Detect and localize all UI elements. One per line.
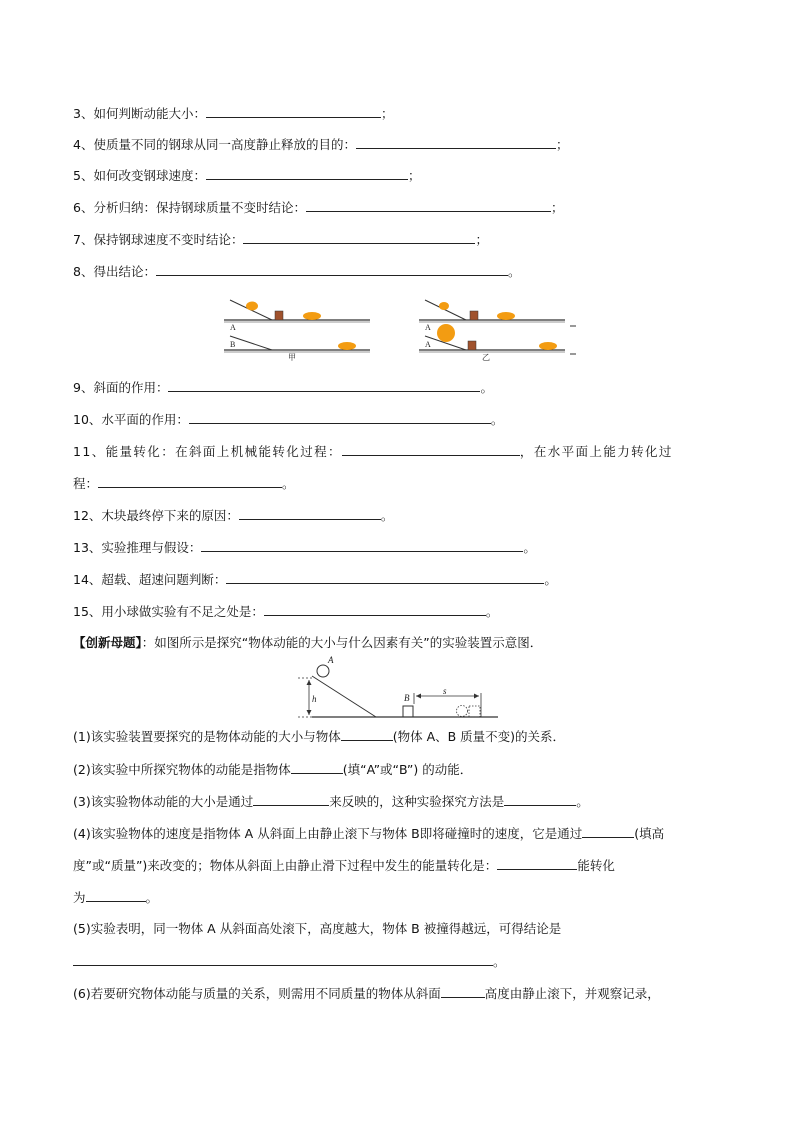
answer-blank[interactable] <box>98 474 282 488</box>
subquestion-1-text-end: (物体 A、B 质量不变)的关系． <box>392 729 566 744</box>
question-11-text-c: 程： <box>73 476 99 491</box>
question-4 <box>73 135 568 154</box>
question-7 <box>73 230 488 249</box>
car-icon <box>539 342 557 350</box>
answer-blank[interactable] <box>201 538 523 552</box>
question-8 <box>73 262 520 281</box>
answer-blank[interactable] <box>206 104 381 118</box>
figure-jia-bottom <box>224 336 370 362</box>
subquestion-4 <box>73 824 664 843</box>
subquestion-4-text-e: 为 <box>73 890 86 905</box>
answer-blank[interactable] <box>306 198 551 212</box>
answer-blank[interactable] <box>253 792 329 806</box>
answer-blank[interactable] <box>341 727 393 741</box>
question-15 <box>73 602 498 621</box>
subquestion-5-text: (5)实验表明，同一物体 A 从斜面高处滚下，高度越大，物体 B 被撞得越远，可得结论是 <box>73 921 562 936</box>
answer-blank[interactable] <box>206 166 408 180</box>
answer-blank[interactable] <box>441 984 485 998</box>
answer-blank[interactable] <box>86 888 146 902</box>
figure-incline-apparatus <box>290 656 505 722</box>
block-icon <box>275 311 283 320</box>
subquestion-1-text: (1)该实验装置要探究的是物体动能的大小与物体 <box>73 729 341 744</box>
question-12-text: 12、木块最终停下来的原因： <box>73 508 239 523</box>
punctuation: ； <box>550 200 564 215</box>
car-icon <box>338 342 356 350</box>
question-10-text: 10、水平面的作用： <box>73 412 189 427</box>
block-icon <box>468 341 476 350</box>
answer-blank[interactable] <box>497 856 577 870</box>
block-icon <box>470 311 478 320</box>
subquestion-2 <box>73 760 472 779</box>
question-6 <box>73 198 563 217</box>
figure-yi-bottom <box>419 324 576 362</box>
label-a: A <box>328 656 334 665</box>
label-b: B <box>404 693 410 703</box>
subquestion-4-text-c: 度”或“质量”)来改变的；物体从斜面上由静止滑下过程中发生的能量转化是： <box>73 858 498 873</box>
ball-icon <box>439 302 449 310</box>
punctuation: ， <box>519 444 534 459</box>
question-5-text: 5、如何改变钢球速度： <box>73 168 206 183</box>
subquestion-3 <box>73 792 589 811</box>
question-4-text: 4、使质量不同的钢球从同一高度静止释放的目的： <box>73 137 356 152</box>
car-icon <box>303 312 321 320</box>
answer-blank[interactable] <box>264 602 486 616</box>
ball-icon <box>246 302 258 311</box>
question-7-text: 7、保持钢球速度不变时结论： <box>73 232 244 247</box>
answer-blank[interactable] <box>226 570 544 584</box>
caption-yi: 乙 <box>482 353 490 362</box>
answer-blank[interactable] <box>291 760 343 774</box>
answer-blank[interactable] <box>504 792 576 806</box>
answer-blank[interactable] <box>239 506 381 520</box>
innovation-intro: ：如图所示是探究“物体动能的大小与什么因素有关”的实验装置示意图． <box>141 635 543 650</box>
punctuation: 。 <box>493 954 506 969</box>
answer-blank[interactable] <box>342 442 520 456</box>
subquestion-3-text: (3)该实验物体动能的大小是通过 <box>73 794 254 809</box>
question-13-text: 13、实验推理与假设： <box>73 540 202 555</box>
punctuation: 。 <box>282 476 295 491</box>
label-h: h <box>312 694 317 704</box>
punctuation: 。 <box>380 508 394 523</box>
subquestion-6-text-end: 高度由静止滚下，并观察记录， <box>484 986 660 1001</box>
answer-blank[interactable] <box>189 410 491 424</box>
question-6-text: 6、分析归纳：保持钢球质量不变时结论： <box>73 200 306 215</box>
label-a: A <box>425 340 431 349</box>
caption-jia: 甲 <box>288 353 296 362</box>
figure-jia-top <box>224 300 370 332</box>
punctuation: 。 <box>523 540 536 555</box>
question-8-text: 8、得出结论： <box>73 264 156 279</box>
subquestion-5 <box>73 920 561 938</box>
innovation-heading <box>73 634 542 652</box>
large-ball-icon <box>437 324 455 342</box>
subquestion-1 <box>73 727 565 746</box>
label-b: B <box>230 340 236 349</box>
label-a: A <box>425 323 431 332</box>
subquestion-4-end <box>73 888 158 907</box>
question-11 <box>73 442 673 461</box>
subquestion-4-continued <box>73 856 615 875</box>
figure-incline-comparison <box>220 296 580 364</box>
question-11-continued <box>73 474 295 493</box>
punctuation: 。 <box>145 890 159 905</box>
punctuation: 。 <box>507 264 521 279</box>
question-3-text: 3、如何判断动能大小： <box>73 106 206 121</box>
subquestion-2-text-end: (填“A”或“B”) 的动能． <box>342 762 473 777</box>
punctuation: 。 <box>544 572 557 587</box>
punctuation: ； <box>407 168 421 183</box>
question-5 <box>73 166 420 185</box>
subquestion-6 <box>73 984 660 1003</box>
question-12 <box>73 506 393 525</box>
punctuation: 。 <box>490 412 504 427</box>
answer-blank[interactable] <box>356 135 556 149</box>
punctuation: ； <box>380 106 394 121</box>
question-13 <box>73 538 536 557</box>
subquestion-3-text-mid: 来反映的，这种实验探究方法是 <box>329 794 505 809</box>
question-10 <box>73 410 503 429</box>
car-icon <box>497 312 515 320</box>
ball-icon <box>317 665 329 677</box>
question-11-text-b: 在水平面上能力转化过 <box>533 444 673 459</box>
innovation-title: 【创新母题】 <box>73 635 142 650</box>
block-final-position-icon <box>457 706 468 717</box>
question-3 <box>73 104 393 123</box>
subquestion-5-continued <box>73 952 506 971</box>
subquestion-4-text-d: 能转化 <box>577 858 615 873</box>
question-15-text: 15、用小球做实验有不足之处是： <box>73 604 264 619</box>
label-s: s <box>443 686 447 696</box>
question-14 <box>73 570 557 589</box>
answer-blank[interactable] <box>156 262 508 276</box>
punctuation: 。 <box>576 794 589 809</box>
label-a: A <box>230 323 236 332</box>
subquestion-4-text: (4)该实验物体的速度是指物体 A 从斜面上由静止滚下与物体 B即将碰撞时的速度，它是通过 <box>73 826 583 841</box>
answer-blank[interactable] <box>582 824 634 838</box>
punctuation: 。 <box>485 604 499 619</box>
answer-blank[interactable] <box>243 230 475 244</box>
question-14-text: 14、超载、超速问题判断： <box>73 572 227 587</box>
question-11-text-a: 11、能量转化：在斜面上机械能转化过程： <box>73 444 342 459</box>
punctuation: ； <box>475 232 488 247</box>
subquestion-2-text: (2)该实验中所探究物体的动能是指物体 <box>73 762 291 777</box>
punctuation: 。 <box>480 380 493 395</box>
block-icon <box>403 706 413 717</box>
subquestion-6-text: (6)若要研究物体动能与质量的关系，则需用不同质量的物体从斜面 <box>73 986 441 1001</box>
question-9 <box>73 378 493 397</box>
answer-blank[interactable] <box>168 378 480 392</box>
subquestion-4-text-b: (填高 <box>634 826 665 841</box>
punctuation: ； <box>555 137 569 152</box>
answer-blank[interactable] <box>73 952 493 966</box>
question-9-text: 9、斜面的作用： <box>73 380 169 395</box>
